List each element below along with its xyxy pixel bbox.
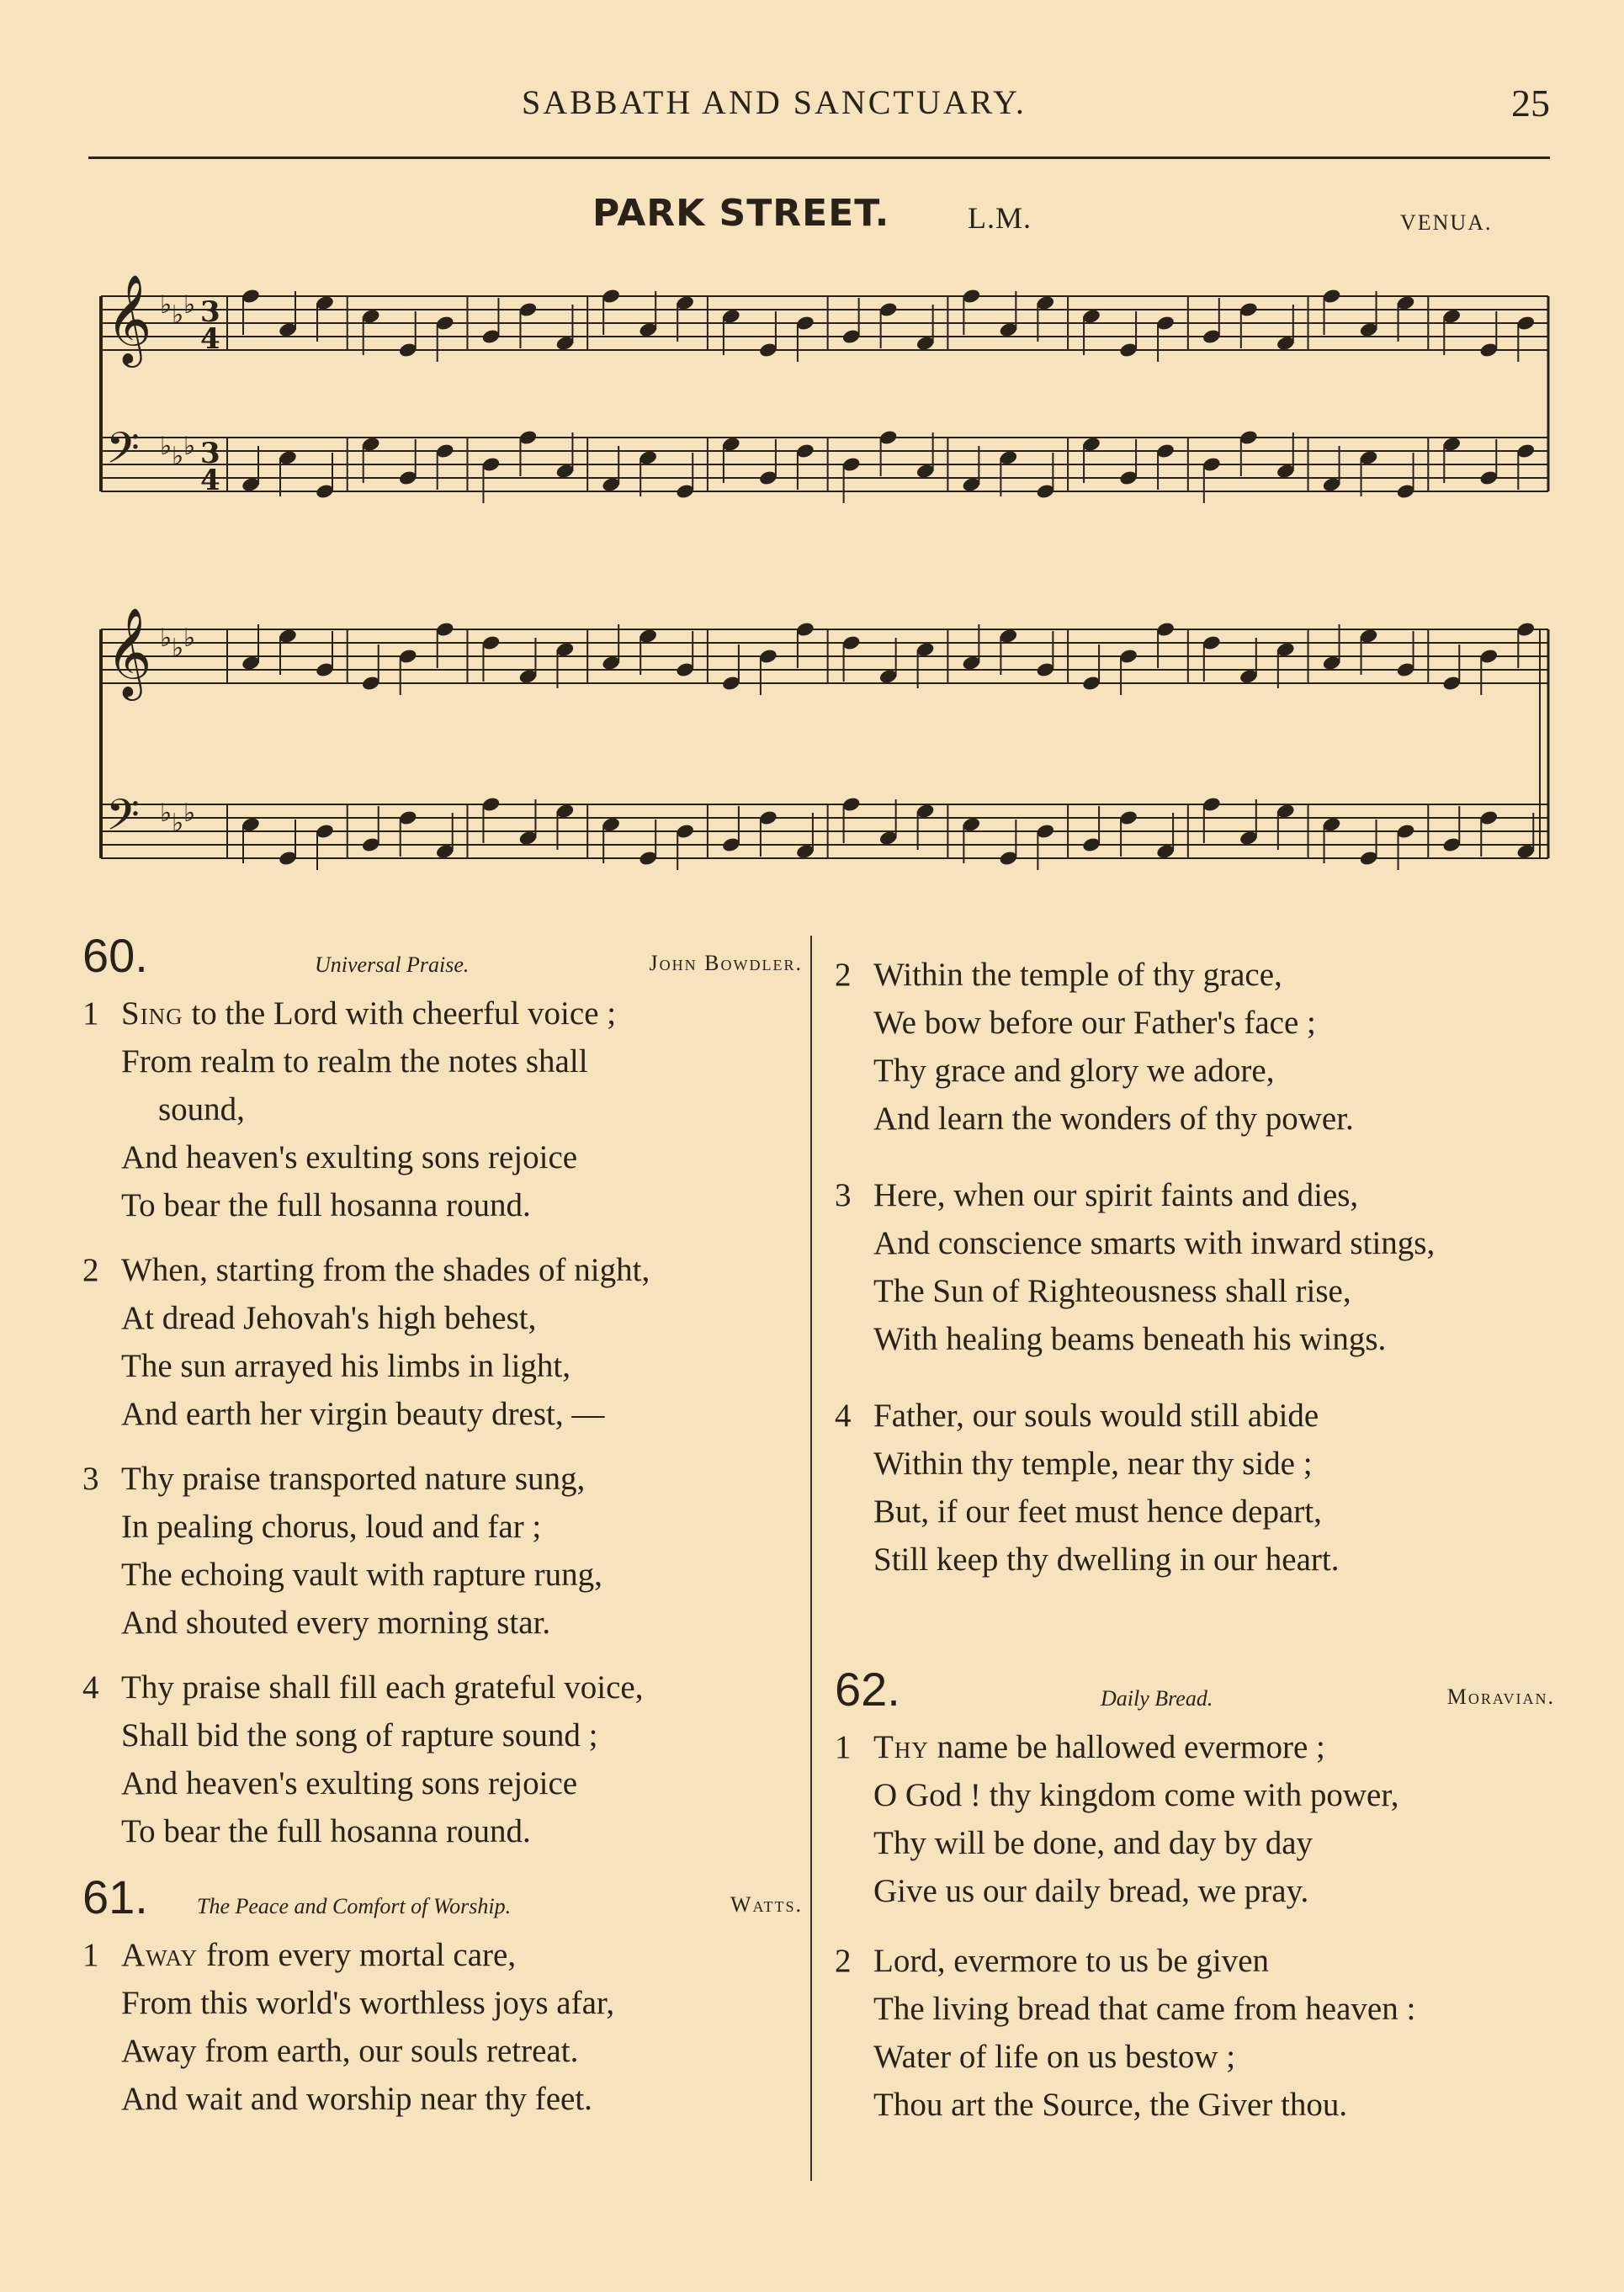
running-head bbox=[0, 82, 1624, 133]
verse-first-word: Thy bbox=[873, 1729, 929, 1765]
hymn-61-continued bbox=[826, 951, 1558, 1584]
stanza-number: 1 bbox=[835, 1729, 852, 1765]
verse-line: Give us our daily bread, we pray. bbox=[873, 1873, 1309, 1909]
verse-line: Water of life on us bestow ; bbox=[873, 2039, 1236, 2075]
stanza bbox=[74, 1663, 806, 1855]
time-signature-top: 3 bbox=[200, 437, 220, 470]
header-rule bbox=[88, 157, 1550, 159]
flat-sign: ♭ bbox=[172, 300, 184, 330]
stanza bbox=[826, 1392, 1558, 1584]
music-score bbox=[84, 252, 1565, 892]
stanza-number: 3 bbox=[835, 1177, 852, 1213]
flat-sign: ♭ bbox=[160, 623, 172, 653]
verse-line: The echoing vault with rapture rung, bbox=[121, 1557, 602, 1593]
verse-line: Here, when our spirit faints and dies, bbox=[873, 1177, 1359, 1213]
verse-line: With healing beams beneath his wings. bbox=[873, 1321, 1387, 1357]
running-title: SABBATH AND SANCTUARY. bbox=[522, 83, 1027, 121]
stanza bbox=[74, 989, 806, 1229]
verse-line bbox=[826, 1723, 1558, 1771]
hymn-author: John Bowdler. bbox=[649, 951, 803, 975]
time-signature-bottom: 4 bbox=[200, 464, 220, 497]
hymn-title: Universal Praise. bbox=[315, 952, 470, 977]
verse-line: Thy grace and glory we adore, bbox=[873, 1053, 1275, 1089]
verse-line: When, starting from the shades of night, bbox=[121, 1252, 650, 1288]
verse-line: Within the temple of thy grace, bbox=[873, 957, 1282, 993]
verse-line: Still keep thy dwelling in our heart. bbox=[873, 1541, 1340, 1578]
flat-sign: ♭ bbox=[160, 432, 172, 461]
hymn-title: The Peace and Comfort of Worship. bbox=[197, 1894, 512, 1918]
verse-line: The living bread that came from heaven : bbox=[873, 1991, 1416, 2027]
verse-line: From this world's worthless joys afar, bbox=[121, 1985, 615, 2021]
verse-line: To bear the full hosanna round. bbox=[121, 1187, 531, 1223]
bass-clef: 𝄢 bbox=[106, 422, 140, 484]
tune-composer: VENUA. bbox=[1400, 210, 1493, 235]
stanza bbox=[826, 1171, 1558, 1363]
verse-line: We bow before our Father's face ; bbox=[873, 1005, 1316, 1041]
stanza bbox=[74, 1455, 806, 1647]
hymn-61 bbox=[74, 1872, 806, 2123]
hymn-header bbox=[74, 931, 806, 989]
hymn-number: 61. bbox=[82, 1870, 148, 1923]
verse-line: The Sun of Righteousness shall rise, bbox=[873, 1273, 1351, 1309]
hymn-number: 62. bbox=[835, 1663, 900, 1716]
verse-line-text: to the Lord with cheerful voice ; bbox=[183, 995, 617, 1032]
right-column bbox=[826, 931, 1558, 2146]
flat-sign: ♭ bbox=[160, 798, 172, 828]
verse-line: Thy praise transported nature sung, bbox=[121, 1461, 586, 1497]
flat-sign: ♭ bbox=[183, 798, 196, 828]
hymn-title: Daily Bread. bbox=[1101, 1686, 1213, 1711]
hymn-header bbox=[74, 1872, 806, 1931]
stanza-number: 3 bbox=[82, 1461, 99, 1497]
verse-line: And heaven's exulting sons rejoice bbox=[121, 1139, 578, 1175]
flat-sign: ♭ bbox=[172, 442, 184, 471]
verse-line: But, if our feet must hence depart, bbox=[873, 1494, 1322, 1530]
flat-sign: ♭ bbox=[183, 432, 196, 461]
verse-line: Thou art the Source, the Giver thou. bbox=[873, 2087, 1348, 2123]
treble-clef: 𝄞 bbox=[106, 273, 152, 363]
hymn-header bbox=[826, 1664, 1558, 1723]
verse-line: O God ! thy kingdom come with power, bbox=[873, 1777, 1399, 1813]
verse-first-word: Sing bbox=[121, 995, 183, 1032]
stanza bbox=[74, 1931, 806, 2123]
verse-line bbox=[74, 989, 806, 1037]
verse-line: From realm to realm the notes shall bbox=[121, 1043, 588, 1080]
column-divider bbox=[810, 936, 812, 2181]
tune-heading bbox=[0, 192, 1624, 242]
verse-line: Away from earth, our souls retreat. bbox=[121, 2033, 579, 2069]
hymn-author: Moravian. bbox=[1446, 1685, 1555, 1709]
verse-line: In pealing chorus, loud and far ; bbox=[121, 1509, 542, 1545]
treble-clef: 𝄞 bbox=[106, 607, 152, 697]
verse-line bbox=[74, 1931, 806, 1979]
stanza bbox=[826, 1937, 1558, 2129]
stanza-number: 1 bbox=[82, 1937, 99, 1973]
page-number: 25 bbox=[1511, 82, 1550, 125]
verse-line: To bear the full hosanna round. bbox=[121, 1813, 531, 1849]
stanza bbox=[74, 1246, 806, 1438]
stanza-number: 4 bbox=[835, 1398, 852, 1434]
flat-sign: ♭ bbox=[183, 623, 196, 653]
hymn-author: Watts. bbox=[730, 1892, 803, 1917]
verse-line: Father, our souls would still abide bbox=[873, 1398, 1319, 1434]
stanza bbox=[826, 1723, 1558, 1915]
verse-line: And learn the wonders of thy power. bbox=[873, 1101, 1354, 1137]
stanza-number: 2 bbox=[835, 1943, 852, 1979]
stanza bbox=[826, 951, 1558, 1143]
verse-line: Within thy temple, near thy side ; bbox=[873, 1446, 1313, 1482]
verse-line: And shouted every morning star. bbox=[121, 1605, 551, 1641]
tune-meter: L.M. bbox=[968, 201, 1032, 235]
stanza-number: 2 bbox=[835, 957, 852, 993]
stanza-number: 4 bbox=[82, 1669, 99, 1706]
verse-line: And conscience smarts with inward stings, bbox=[873, 1225, 1436, 1261]
verse-line: Shall bid the song of rapture sound ; bbox=[121, 1717, 598, 1753]
verse-line: Thy will be done, and day by day bbox=[873, 1825, 1314, 1861]
verse-line-text: name be hallowed evermore ; bbox=[928, 1729, 1325, 1765]
verse-first-word: Away bbox=[121, 1937, 199, 1973]
verse-line: Lord, evermore to us be given bbox=[873, 1943, 1270, 1979]
tune-name: PARK STREET. bbox=[592, 192, 890, 235]
verse-line: And heaven's exulting sons rejoice bbox=[121, 1765, 578, 1801]
flat-sign: ♭ bbox=[160, 290, 172, 320]
hymn-number: 60. bbox=[82, 929, 148, 982]
flat-sign: ♭ bbox=[183, 290, 196, 320]
time-signature-top: 3 bbox=[200, 295, 220, 329]
left-column bbox=[74, 931, 806, 2140]
stanza-number: 2 bbox=[82, 1252, 99, 1288]
verse-line: Thy praise shall fill each grateful voice, bbox=[121, 1669, 644, 1706]
verse-line: sound, bbox=[158, 1091, 245, 1127]
bass-clef: 𝄢 bbox=[106, 789, 140, 851]
verse-line: And earth her virgin beauty drest, — bbox=[121, 1396, 605, 1432]
hymn-62 bbox=[826, 1664, 1558, 2129]
verse-line-text: from every mortal care, bbox=[198, 1937, 517, 1973]
verse-line: At dread Jehovah's high behest, bbox=[121, 1300, 537, 1336]
time-signature-bottom: 4 bbox=[200, 322, 220, 356]
verse-line: The sun arrayed his limbs in light, bbox=[121, 1348, 571, 1384]
flat-sign: ♭ bbox=[172, 634, 184, 663]
hymn-60 bbox=[74, 931, 806, 1855]
stanza-number: 1 bbox=[82, 995, 99, 1032]
verse-line: And wait and worship near thy feet. bbox=[121, 2081, 592, 2117]
flat-sign: ♭ bbox=[172, 809, 184, 838]
